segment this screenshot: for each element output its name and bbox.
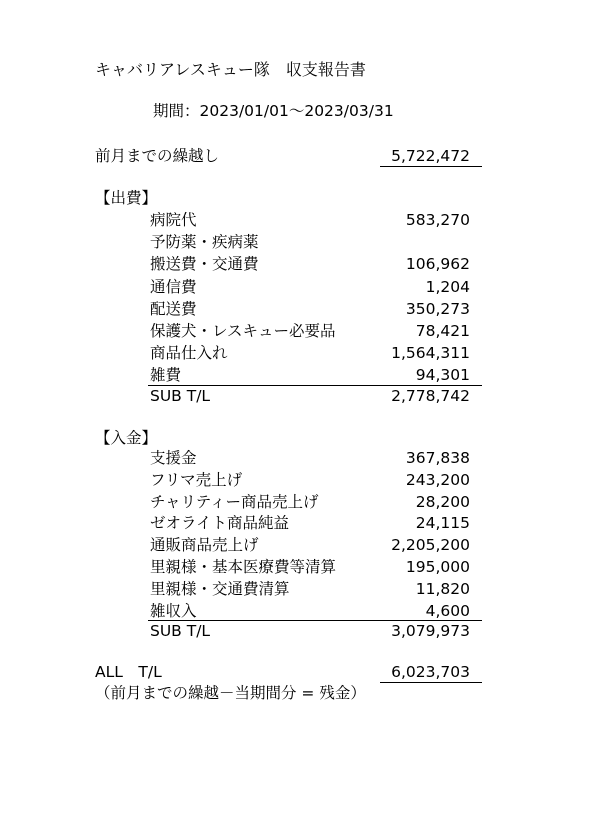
line-item-value: 28,200	[415, 492, 470, 511]
carryover-underline	[380, 166, 482, 167]
line-item-value: 350,273	[405, 299, 470, 318]
line-item-label: フリマ売上げ	[150, 470, 243, 489]
report-period: 期間：2023/01/01～2023/03/31	[153, 102, 394, 120]
income-subtotal-value: 3,079,973	[391, 622, 470, 640]
line-item-value: 243,200	[405, 470, 470, 489]
line-item-value: 24,115	[415, 514, 470, 533]
expenses-header: 【出費】	[95, 189, 158, 207]
carryover-value: 5,722,472	[391, 147, 470, 165]
expenses-subtotal-label: SUB T/L	[150, 387, 211, 405]
line-item-value: 78,421	[415, 322, 470, 340]
line-item-label: 通信費	[150, 277, 197, 296]
line-item-label: 商品仕入れ	[150, 344, 228, 363]
line-item-value: 94,301	[415, 366, 470, 385]
line-item-label: 配送費	[150, 299, 197, 318]
total-note: （前月までの繰越－当期間分 = 残金）	[95, 684, 366, 702]
line-item-value: 2,205,200	[391, 536, 470, 555]
line-item-label: ゼオライト商品純益	[150, 514, 290, 533]
line-item-label: 予防薬・疾病薬	[150, 233, 259, 252]
line-item-label: 里親様・交通費清算	[150, 579, 290, 598]
line-item-value: 195,000	[405, 558, 470, 576]
line-item-value: 4,600	[425, 601, 470, 620]
total-value: 6,023,703	[391, 663, 470, 681]
total-underline	[380, 682, 482, 683]
line-item-value: 583,270	[405, 211, 470, 229]
line-item-label: 病院代	[150, 211, 197, 229]
income-header: 【入金】	[95, 429, 158, 447]
income-subtotal-label: SUB T/L	[150, 622, 211, 640]
carryover-label: 前月までの繰越し	[95, 147, 220, 165]
line-item-label: 通販商品売上げ	[150, 536, 259, 555]
line-item-label: 雑費	[150, 366, 182, 385]
line-item-label: 支援金	[150, 449, 197, 467]
line-item-value: 11,820	[415, 579, 470, 598]
line-item-label: 搬送費・交通費	[150, 255, 259, 274]
report-title: キャバリアレスキュー隊 収支報告書	[95, 60, 366, 79]
line-item-value: 1,564,311	[391, 344, 470, 363]
line-item-value: 367,838	[405, 449, 470, 467]
line-item-label: 雑収入	[150, 601, 197, 620]
line-item-label: 保護犬・レスキュー必要品	[150, 322, 336, 340]
expenses-subtotal-value: 2,778,742	[391, 387, 470, 405]
line-item-label: チャリティー商品売上げ	[150, 492, 319, 511]
line-item-label: 里親様・基本医療費等清算	[150, 558, 337, 576]
line-item-value: 106,962	[405, 255, 470, 274]
total-label: ALL T/L	[95, 663, 162, 681]
line-item-value: 1,204	[425, 277, 470, 296]
